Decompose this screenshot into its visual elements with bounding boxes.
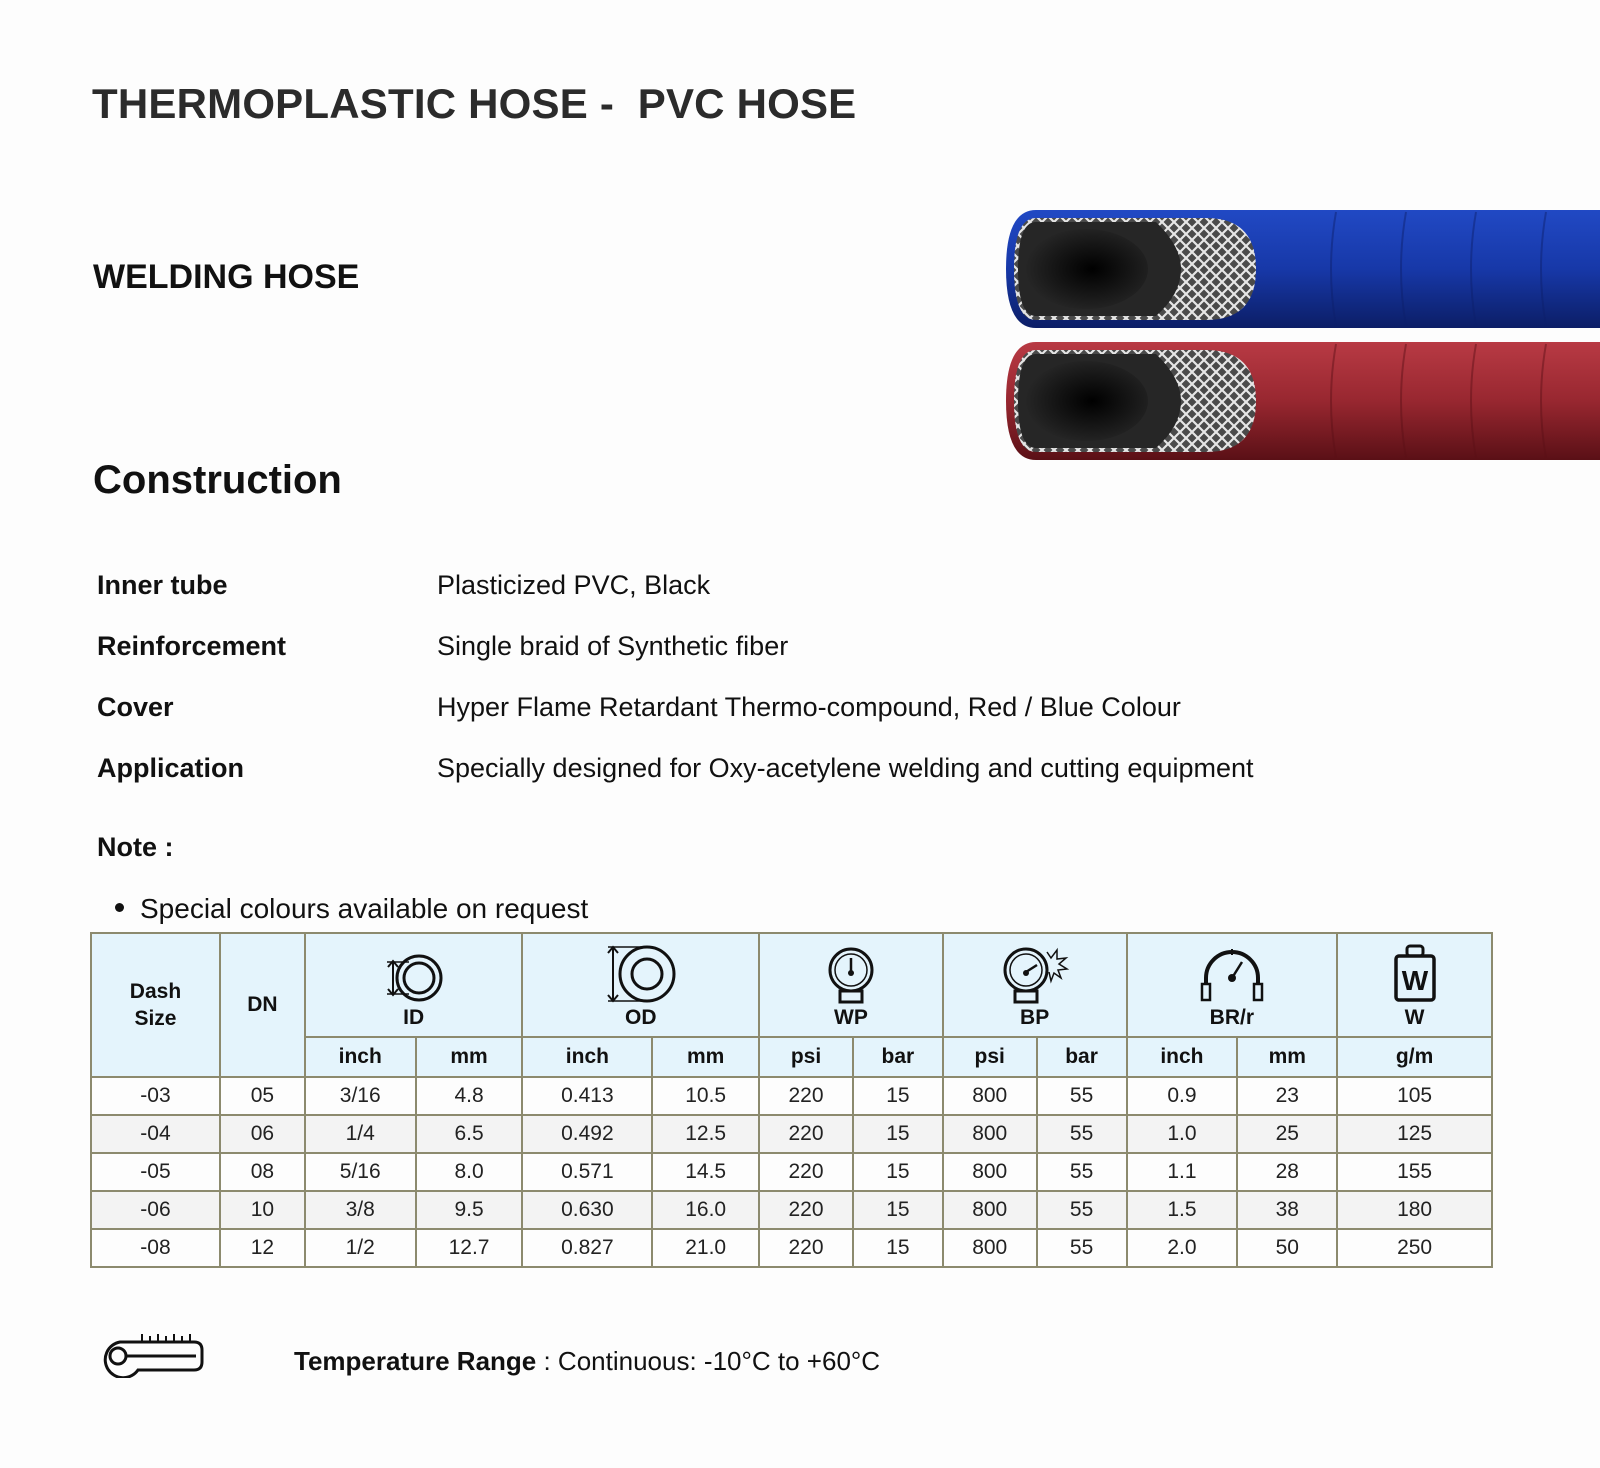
table-cell: 55	[1037, 1077, 1127, 1115]
table-cell: 21.0	[652, 1229, 759, 1267]
table-cell: 1.1	[1127, 1153, 1238, 1191]
table-cell: 6.5	[416, 1115, 523, 1153]
unit-wp-bar: bar	[853, 1037, 943, 1077]
table-cell: -05	[91, 1153, 220, 1191]
table-cell: 28	[1237, 1153, 1337, 1191]
spec-label: Reinforcement	[97, 631, 287, 661]
table-cell: 15	[853, 1191, 943, 1229]
table-cell: 800	[943, 1115, 1037, 1153]
table-cell: 15	[853, 1229, 943, 1267]
unit-wp-psi: psi	[759, 1037, 853, 1077]
table-cell: 250	[1337, 1229, 1492, 1267]
header-w-label: W	[1404, 1006, 1425, 1029]
table-cell: 25	[1237, 1115, 1337, 1153]
table-cell: 55	[1037, 1115, 1127, 1153]
header-br	[1127, 933, 1338, 1037]
unit-bp-bar: bar	[1037, 1037, 1127, 1077]
unit-od-mm: mm	[652, 1037, 759, 1077]
note-item-text: Special colours available on request	[140, 893, 589, 924]
table-cell: 08	[220, 1153, 305, 1191]
pressure-gauge-icon	[824, 946, 878, 1004]
note-label: Note :	[97, 832, 174, 862]
table-row	[91, 1229, 1492, 1267]
thermometer-icon	[98, 1332, 204, 1378]
table-cell: -08	[91, 1229, 220, 1267]
table-cell: 55	[1037, 1229, 1127, 1267]
table-cell: 800	[943, 1077, 1037, 1115]
header-w	[1337, 933, 1492, 1037]
spec-label: Inner tube	[97, 570, 228, 600]
bend-radius-icon	[1196, 944, 1268, 1004]
table-cell: 220	[759, 1115, 853, 1153]
table-cell: 125	[1337, 1115, 1492, 1153]
table-cell: 0.827	[522, 1229, 652, 1267]
spec-value: Single braid of Synthetic fiber	[437, 631, 789, 661]
table-cell: 3/8	[305, 1191, 416, 1229]
table-cell: -06	[91, 1191, 220, 1229]
unit-od-inch: inch	[522, 1037, 652, 1077]
table-cell: 0.9	[1127, 1077, 1238, 1115]
temperature-value: : Continuous: -10°C to +60°C	[536, 1346, 881, 1376]
spec-value: Hyper Flame Retardant Thermo-compound, Red / Blue Colour	[437, 692, 1181, 722]
inner-diameter-icon	[379, 952, 449, 1004]
table-cell: 15	[853, 1077, 943, 1115]
table-cell: 14.5	[652, 1153, 759, 1191]
table-cell: 55	[1037, 1153, 1127, 1191]
spec-value: Plasticized PVC, Black	[437, 570, 711, 600]
table-cell: 155	[1337, 1153, 1492, 1191]
specification-table	[90, 932, 1493, 1268]
table-row	[91, 1077, 1492, 1115]
table-cell: 3/16	[305, 1077, 416, 1115]
table-cell: 220	[759, 1077, 853, 1115]
spec-label: Cover	[97, 692, 174, 722]
temperature-range	[294, 1346, 880, 1377]
table-cell: 50	[1237, 1229, 1337, 1267]
table-row	[91, 1153, 1492, 1191]
header-bp	[943, 933, 1127, 1037]
table-cell: 0.413	[522, 1077, 652, 1115]
unit-w-gm: g/m	[1337, 1037, 1492, 1077]
table-cell: 220	[759, 1153, 853, 1191]
table-cell: 5/16	[305, 1153, 416, 1191]
table-cell: 16.0	[652, 1191, 759, 1229]
table-cell: 800	[943, 1191, 1037, 1229]
header-br-label: BR/r	[1209, 1006, 1254, 1029]
table-cell: 12.5	[652, 1115, 759, 1153]
table-cell: 800	[943, 1229, 1037, 1267]
header-od	[522, 933, 759, 1037]
table-cell: 0.492	[522, 1115, 652, 1153]
page-title: THERMOPLASTIC HOSE - PVC HOSE	[92, 80, 857, 127]
table-cell: 1.0	[1127, 1115, 1238, 1153]
bullet-icon	[115, 903, 124, 912]
table-cell: 8.0	[416, 1153, 523, 1191]
unit-bp-psi: psi	[943, 1037, 1037, 1077]
table-cell: 05	[220, 1077, 305, 1115]
table-cell: 1.5	[1127, 1191, 1238, 1229]
note-item	[115, 893, 588, 925]
table-cell: 10.5	[652, 1077, 759, 1115]
header-wp	[759, 933, 943, 1037]
table-cell: 23	[1237, 1077, 1337, 1115]
spec-label: Application	[97, 753, 244, 783]
header-id	[305, 933, 523, 1037]
table-cell: 12	[220, 1229, 305, 1267]
table-row	[91, 1115, 1492, 1153]
table-cell: -03	[91, 1077, 220, 1115]
table-cell: 9.5	[416, 1191, 523, 1229]
table-cell: 0.630	[522, 1191, 652, 1229]
table-cell: 38	[1237, 1191, 1337, 1229]
outer-diameter-icon	[603, 944, 679, 1004]
unit-id-inch: inch	[305, 1037, 416, 1077]
header-dash-size: Dash Size	[91, 933, 220, 1077]
table-cell: 105	[1337, 1077, 1492, 1115]
unit-id-mm: mm	[416, 1037, 523, 1077]
table-cell: 12.7	[416, 1229, 523, 1267]
table-cell: 2.0	[1127, 1229, 1238, 1267]
hose-product-image	[1006, 210, 1600, 475]
table-cell: 1/4	[305, 1115, 416, 1153]
table-cell: 55	[1037, 1191, 1127, 1229]
table-cell: 180	[1337, 1191, 1492, 1229]
product-name: WELDING HOSE	[93, 258, 360, 296]
header-dn: DN	[220, 933, 305, 1077]
table-cell: 800	[943, 1153, 1037, 1191]
temperature-label: Temperature Range	[294, 1346, 537, 1376]
table-row	[91, 1191, 1492, 1229]
svg-text:W: W	[1401, 965, 1428, 996]
table-cell: 15	[853, 1153, 943, 1191]
unit-br-mm: mm	[1237, 1037, 1337, 1077]
spec-value: Specially designed for Oxy-acetylene welding and cutting equipment	[437, 753, 1254, 783]
table-cell: 06	[220, 1115, 305, 1153]
weight-icon	[1391, 944, 1439, 1004]
table-cell: 220	[759, 1191, 853, 1229]
header-wp-label: WP	[834, 1006, 868, 1029]
header-bp-label: BP	[1020, 1006, 1050, 1029]
table-cell: 4.8	[416, 1077, 523, 1115]
table-cell: 0.571	[522, 1153, 652, 1191]
table-cell: 10	[220, 1191, 305, 1229]
unit-br-inch: inch	[1127, 1037, 1238, 1077]
table-cell: 1/2	[305, 1229, 416, 1267]
burst-pressure-gauge-icon	[999, 946, 1071, 1004]
header-id-label: ID	[403, 1006, 425, 1029]
section-heading-construction: Construction	[93, 458, 342, 502]
table-cell: 15	[853, 1115, 943, 1153]
table-cell: -04	[91, 1115, 220, 1153]
header-od-label: OD	[625, 1006, 657, 1029]
table-cell: 220	[759, 1229, 853, 1267]
